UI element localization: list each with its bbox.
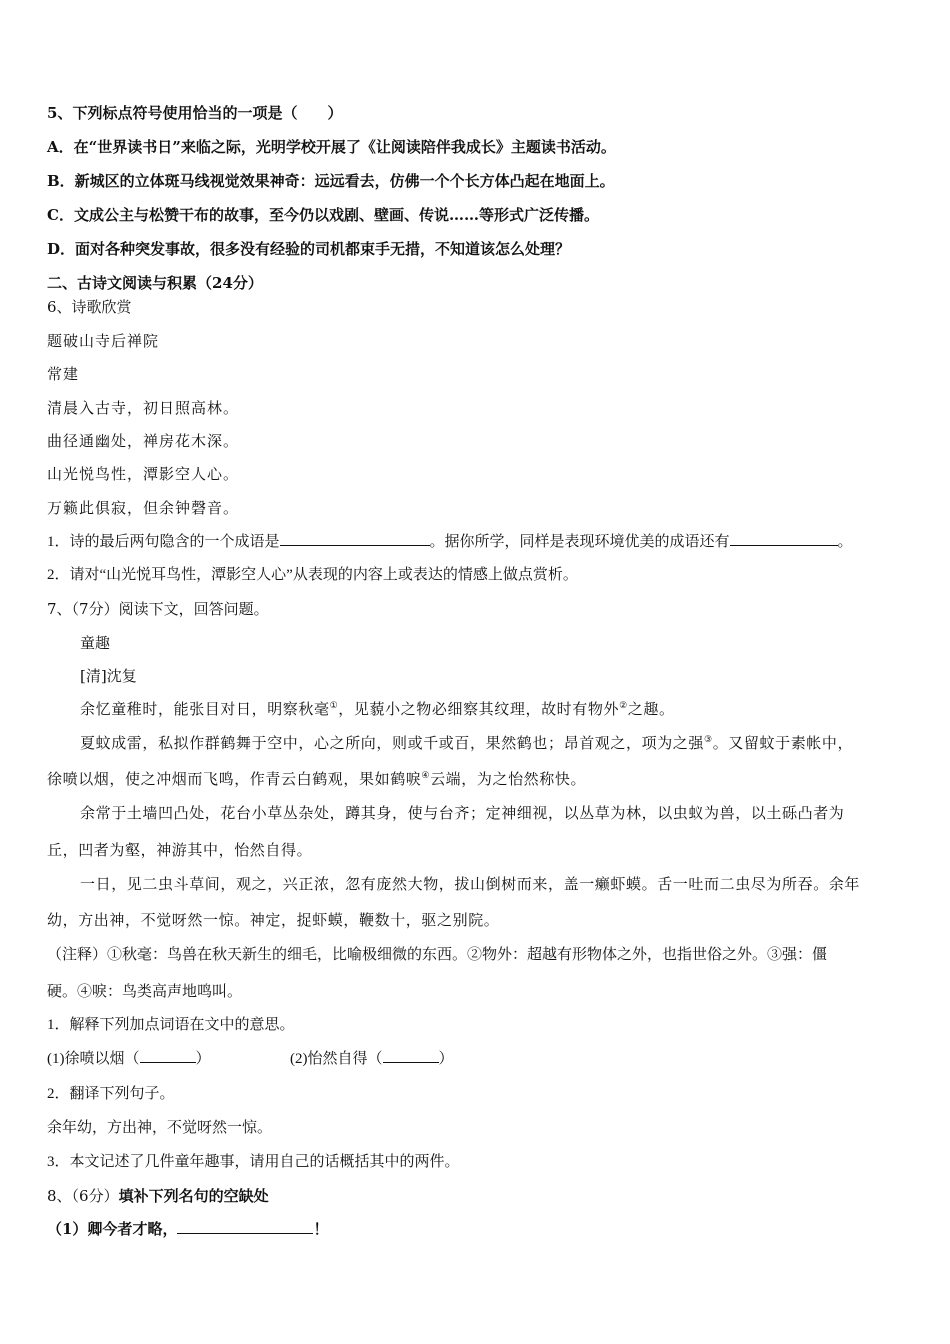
item-text: ） xyxy=(195,1051,211,1067)
passage-text: ，见藐小之物必细察其纹理，故时有物外 xyxy=(338,700,620,718)
passage-paragraph-3: 余常于土墙凹凸处，花台小草丛杂处，蹲其身，使与台齐；定神细视，以丛草为林，以虫蚁为兽，以土砾凸者为 xyxy=(80,804,845,822)
poem-title: 题破山寺后禅院 xyxy=(47,332,160,350)
passage-text: 。又留蚊于素帐中， xyxy=(712,734,854,752)
footnote-marker: ④ xyxy=(421,771,431,781)
passage-text: 余忆童稚时，能张目对日，明察秋毫 xyxy=(80,700,330,718)
q5-stem: 5、下列标点符号使用恰当的一项是（ ） xyxy=(47,104,343,122)
poem-line: 山光悦鸟性，潭影空人心。 xyxy=(47,465,240,483)
item-text: （1）卿今者才略， xyxy=(47,1220,178,1238)
q7-sub1-item1 xyxy=(47,1048,211,1069)
passage-text: 之趣。 xyxy=(627,700,675,718)
answer-blank[interactable] xyxy=(280,531,430,546)
passage-paragraph-2-cont xyxy=(47,769,586,789)
q5-option-a: A．在“世界读书日”来临之际，光明学校开展了《让阅读陪伴我成长》主题读书活动。 xyxy=(47,138,616,156)
q7-sub1-item2 xyxy=(290,1048,454,1069)
passage-text: 徐喷以烟，使之冲烟而飞鸣，作青云白鹤观，果如鹤唳 xyxy=(47,770,422,788)
q5-option-c: C．文成公主与松赞干布的故事，至今仍以戏剧、壁画、传说……等形式广泛传播。 xyxy=(47,206,599,224)
annotations-cont: 硬。④唳：鸟类高声地鸣叫。 xyxy=(47,984,243,1000)
passage-paragraph-2 xyxy=(80,733,853,753)
q5-option-b: B．新城区的立体斑马线视觉效果神奇：远远看去，仿佛一个个长方体凸起在地面上。 xyxy=(47,172,615,190)
passage-text: 夏蚊成雷，私拟作群鹤舞于空中，心之所向，则或千或百，果然鹤也；昂首观之，项为之强 xyxy=(80,734,705,752)
passage-paragraph-4-cont: 幼，方出神，不觉呀然一惊。神定，捉虾蟆，鞭数十，驱之别院。 xyxy=(47,911,500,929)
q8-stem xyxy=(47,1186,269,1206)
q6-sub1-text-c: 。 xyxy=(837,534,853,550)
item-text: ！ xyxy=(313,1220,329,1238)
section-heading: 二、古诗文阅读与积累（24分） xyxy=(47,274,263,292)
poem-line: 清晨入古寺，初日照高林。 xyxy=(47,399,240,417)
passage-paragraph-3-cont: 丘，凹者为壑，神游其中，怡然自得。 xyxy=(47,841,313,859)
answer-blank[interactable] xyxy=(730,531,838,546)
item-text: (2)怡然自得（ xyxy=(290,1051,383,1067)
answer-blank[interactable] xyxy=(140,1048,196,1063)
q7-sub2: 2．翻译下列句子。 xyxy=(47,1086,175,1102)
q5-option-d: D．面对各种突发事故，很多没有经验的司机都束手无措，不知道该怎么处理？ xyxy=(47,240,571,258)
answer-blank[interactable] xyxy=(177,1219,313,1234)
poem-line: 万籁此俱寂，但余钟磬音。 xyxy=(47,499,240,517)
q8-number: 8、（6分） xyxy=(47,1187,119,1205)
annotations: （注释）①秋毫：鸟兽在秋天新生的细毛，比喻极细微的东西。②物外：超越有形物体之外，也指世俗之外。③强：僵 xyxy=(47,947,828,963)
footnote-marker: ① xyxy=(329,701,339,711)
item-text: ） xyxy=(438,1051,454,1067)
q7-sub2-sentence: 余年幼，方出神，不觉呀然一惊。 xyxy=(47,1120,273,1136)
item-text: (1)徐喷以烟（ xyxy=(47,1051,140,1067)
footnote-marker: ③ xyxy=(704,735,713,745)
q7-sub1: 1．解释下列加点词语在文中的意思。 xyxy=(47,1017,295,1033)
q6-sub2: 2．请对“山光悦耳鸟性，潭影空人心”从表现的内容上或表达的情感上做点赏析。 xyxy=(47,567,578,583)
poem-line: 曲径通幽处，禅房花木深。 xyxy=(47,432,240,450)
footnote-marker: ② xyxy=(619,701,628,711)
q6-label: 6、诗歌欣赏 xyxy=(47,298,132,316)
q6-sub1-text-a: 1．诗的最后两句隐含的一个成语是 xyxy=(47,534,280,550)
q6-sub1 xyxy=(47,531,853,552)
q8-instruction: 填补下列名句的空缺处 xyxy=(118,1187,269,1205)
passage-author: [清]沈复 xyxy=(80,667,137,685)
passage-title: 童趣 xyxy=(80,634,111,652)
q7-stem: 7、（7分）阅读下文，回答问题。 xyxy=(47,600,269,618)
answer-blank[interactable] xyxy=(383,1048,439,1063)
passage-text: 云端，为之怡然称快。 xyxy=(430,770,587,788)
q7-sub3: 3．本文记述了几件童年趣事，请用自己的话概括其中的两件。 xyxy=(47,1154,460,1170)
q8-item1 xyxy=(47,1219,328,1239)
passage-paragraph-4: 一日，见二虫斗草间，观之，兴正浓，忽有庞然大物，拔山倒树而来，盖一癞虾蟆。舌一吐而二虫尽为所吞。余年 xyxy=(80,875,861,893)
passage-paragraph-1 xyxy=(80,699,675,719)
q6-sub1-text-b: 。据你所学，同样是表现环境优美的成语还有 xyxy=(429,534,730,550)
poem-author: 常建 xyxy=(47,365,80,383)
